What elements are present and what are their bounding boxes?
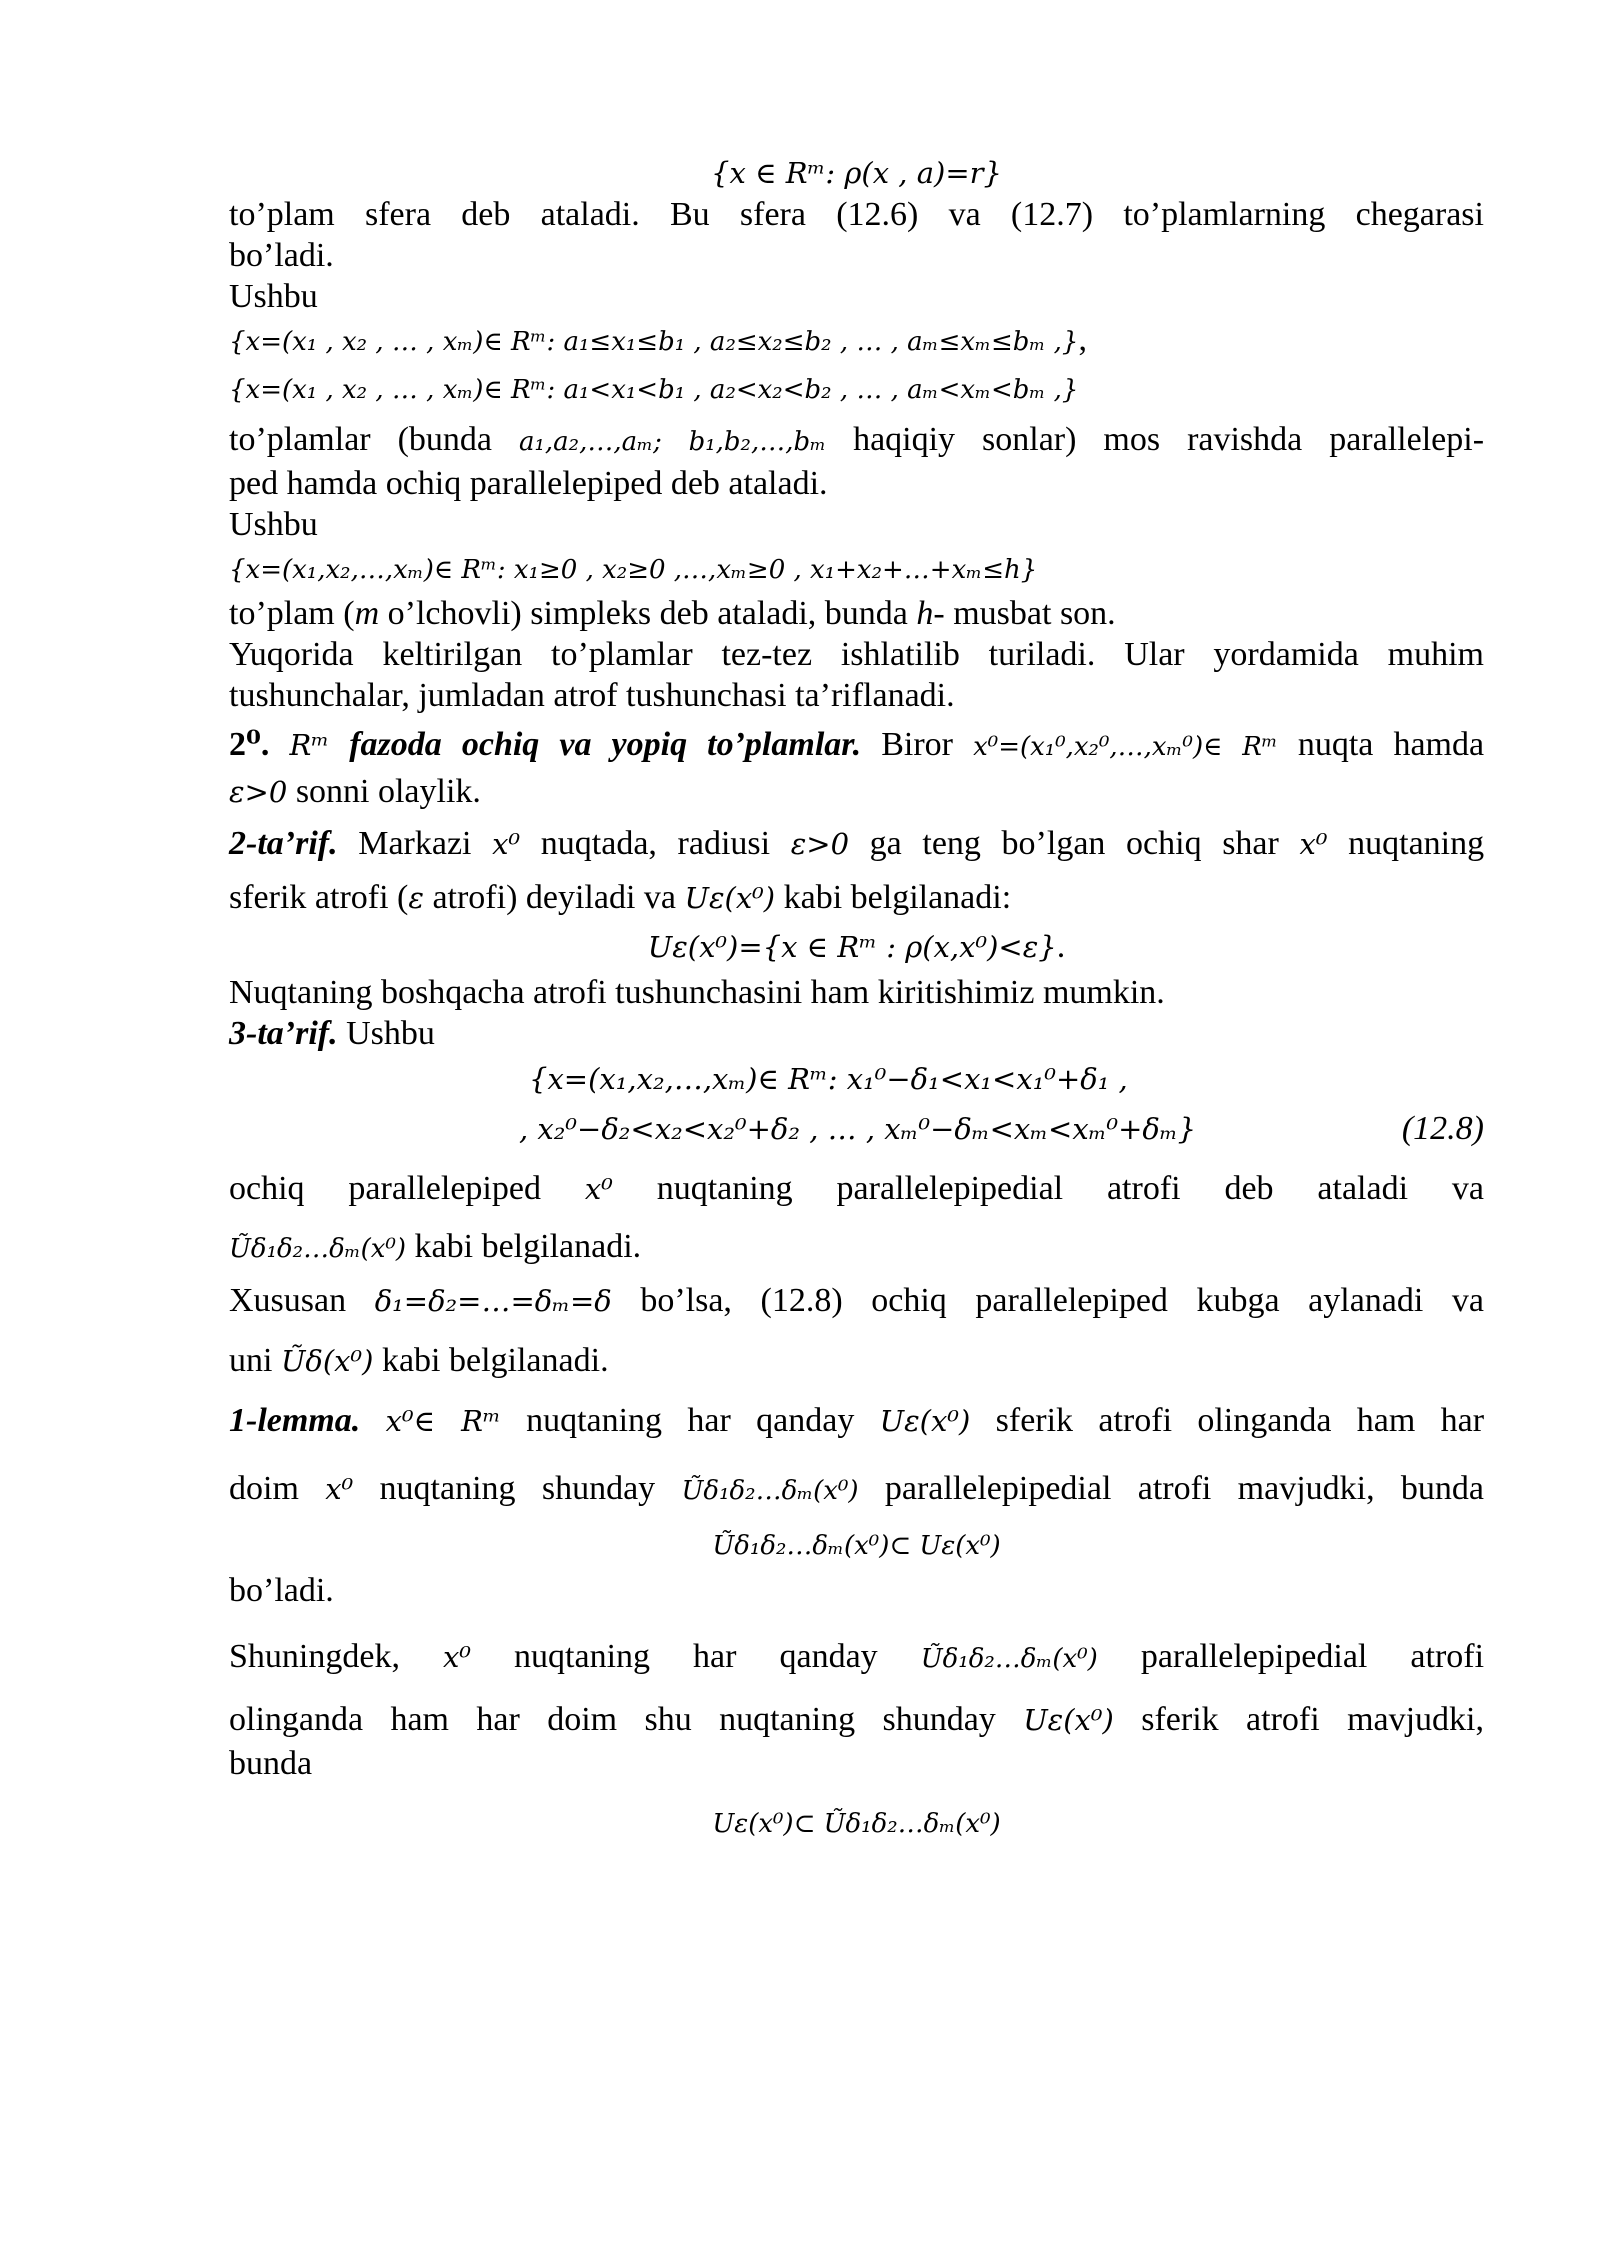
- paragraph-line: [229, 1224, 1484, 1272]
- formula-parallelepiped-closed: [229, 317, 1484, 365]
- text-span: Ushbu: [346, 1015, 435, 1052]
- paragraph-line: [229, 235, 1484, 276]
- formula-text: {x=(x₁,x₂,…,xₘ)∈ Rᵐ: x₁⁰−δ₁<x₁<x₁⁰+δ₁ ,: [529, 1062, 1128, 1096]
- paragraph-cube: [229, 1278, 1484, 1324]
- inline-math: δ₁=δ₂=…=δₘ=δ: [374, 1284, 612, 1318]
- text-line: bo’ladi.: [229, 1572, 334, 1609]
- text-span: o’lchovli) simpleks deb ataladi, bunda: [379, 595, 917, 632]
- section-title: fazoda ochiq va yopiq to’plamlar.: [349, 726, 862, 763]
- paragraph-ushbu: [229, 276, 1484, 317]
- text-line: Nuqtaning boshqacha atrofi tushunchasini ham kiritishimiz mumkin.: [229, 974, 1165, 1011]
- definition-label: 2-ta’rif.: [229, 825, 338, 862]
- formula-text: Ũδ₁δ₂…δₘ(x⁰)⊂ Uε(x⁰): [712, 1531, 1001, 1561]
- text-span: Biror: [881, 726, 954, 763]
- inline-math: ε>0: [790, 827, 850, 861]
- text-span: h: [916, 595, 934, 632]
- text-span: m: [354, 595, 380, 632]
- text-span: ga teng bo’lgan ochiq shar: [869, 825, 1279, 862]
- inline-math: x⁰: [584, 1172, 613, 1206]
- text-span: bo’lsa, (12.8) ochiq parallelepiped kubga aylanadi va: [640, 1282, 1484, 1319]
- text-span: nuqtaning shunday: [379, 1470, 656, 1507]
- formula-text: Uε(x⁰)={x ∈ Rᵐ : ρ(x,x⁰)<ε}: [647, 930, 1057, 964]
- formula-text: {x=(x₁ , x₂ , … , xₘ)∈ Rᵐ: a₁≤x₁≤b₁ , a₂≤x₂≤b₂ , … , aₘ≤xₘ≤bₘ ,}: [229, 327, 1079, 357]
- formula-text: {x=(x₁,x₂,…,xₘ)∈ Rᵐ: x₁≥0 , x₂≥0 ,…,xₘ≥0 , x₁+x₂+…+xₘ≤h}: [229, 555, 1038, 585]
- paragraph-line: [229, 675, 1484, 716]
- text-span: olinganda ham har doim shu nuqtaning shunday: [229, 1701, 996, 1738]
- text-span: kabi belgilanadi.: [381, 1342, 609, 1379]
- definition-3: [229, 1013, 1484, 1054]
- text-line: Ushbu: [229, 506, 318, 543]
- paragraph-ushbu-2: [229, 504, 1484, 545]
- paragraph-line: [229, 874, 1484, 922]
- formula-12-8-line2: [229, 1104, 1484, 1154]
- inline-math: x⁰: [492, 827, 521, 861]
- formula-inclusion-1: [229, 1520, 1484, 1570]
- text-span: nuqtaning parallelepipedial atrofi deb ataladi va: [656, 1170, 1484, 1207]
- text-span: Markazi: [358, 825, 472, 862]
- paragraph-parallelepipedial: [229, 1168, 1484, 1210]
- definition-2: [229, 820, 1484, 868]
- text-span: nuqtaning har qanday: [514, 1638, 878, 1675]
- text-span: kabi belgilanadi:: [783, 879, 1012, 916]
- text-span: atrofi) deyiladi va: [423, 879, 676, 916]
- text-span: Shuningdek,: [229, 1638, 400, 1675]
- formula-text: Uε(x⁰)⊂ Ũδ₁δ₂…δₘ(x⁰): [712, 1809, 1001, 1839]
- text-span: sferik atrofi mavjudki,: [1141, 1701, 1485, 1738]
- formula-inclusion-2: [229, 1798, 1484, 1848]
- text-span: nuqta hamda: [1297, 726, 1485, 763]
- formula-sphere-text: {x ∈ Rᵐ: ρ(x , a)=r}: [711, 156, 1002, 190]
- text-span: Xususan: [229, 1282, 347, 1319]
- text-span: haqiqiy sonlar) mos ravishda parallelepi-: [853, 421, 1485, 458]
- inline-math: Uε(x⁰): [684, 881, 776, 915]
- paragraph-line: [229, 1570, 1484, 1611]
- text-span: nuqtaning har qanday: [526, 1402, 855, 1439]
- equation-number: (12.8): [1401, 1110, 1484, 1147]
- text-line: to’plam sfera deb ataladi. Bu sfera (12.6) va (12.7) to’plamlarning chegarasi: [229, 196, 1484, 233]
- formula-ueps: [229, 922, 1484, 972]
- section-heading-2: [229, 722, 1484, 770]
- text-span: nuqtada, radiusi: [540, 825, 771, 862]
- inline-math: Rᵐ: [289, 728, 330, 762]
- paragraph-simplex: [229, 593, 1484, 634]
- paragraph-sphere-def: [229, 194, 1484, 235]
- definition-label: 3-ta’rif.: [229, 1015, 338, 1052]
- text-span: uni: [229, 1342, 273, 1379]
- inline-math: x⁰∈ Rᵐ: [385, 1404, 501, 1438]
- paragraph-line: [229, 770, 1484, 814]
- paragraph-line: [229, 1466, 1484, 1514]
- text-span: - musbat son.: [933, 595, 1116, 632]
- text-span: sferik atrofi (: [229, 879, 409, 916]
- text-span: parallelepipedial atrofi mavjudki, bunda: [884, 1470, 1485, 1507]
- inline-math: ε: [408, 881, 424, 915]
- formula-text: {x=(x₁ , x₂ , … , xₘ)∈ Rᵐ: a₁<x₁<b₁ , a₂<x₂<b₂ , … , aₘ<xₘ<bₘ ,}: [229, 375, 1079, 405]
- formula-parallelepiped-open: [229, 365, 1484, 413]
- text-span: to’plam (: [229, 595, 355, 632]
- text-line: Ushbu: [229, 278, 318, 315]
- formula-simplex: [229, 545, 1484, 593]
- text-line: tushunchalar, jumladan atrof tushunchasi ta’riflanadi.: [229, 677, 955, 714]
- text-span: kabi belgilanadi.: [414, 1228, 642, 1265]
- formula-text: , x₂⁰−δ₂<x₂<x₂⁰+δ₂ , … , xₘ⁰−δₘ<xₘ<xₘ⁰+δₘ}: [519, 1112, 1197, 1146]
- text-span: ochiq parallelepiped: [229, 1170, 541, 1207]
- inline-math: Ũδ₁δ₂…δₘ(x⁰): [681, 1476, 859, 1506]
- text-line: Yuqorida keltirilgan to’plamlar tez-tez ishlatilib turiladi. Ular yordamida muhim: [229, 636, 1484, 673]
- text-span: doim: [229, 1470, 299, 1507]
- text-line: bo’ladi.: [229, 237, 334, 274]
- inline-math: x⁰=(x₁⁰,x₂⁰,…,xₘ⁰)∈ Rᵐ: [973, 732, 1278, 762]
- formula-sphere: [229, 152, 1484, 194]
- text-span: to’plamlar (bunda: [229, 421, 492, 458]
- formula-dot: .: [1056, 928, 1066, 965]
- formula-comma: ,: [1078, 321, 1087, 358]
- text-span: sferik atrofi olinganda ham har: [995, 1402, 1485, 1439]
- lemma-1: [229, 1398, 1484, 1444]
- page-content: [229, 152, 1484, 1848]
- text-line: ped hamda ochiq parallelepiped deb ataladi.: [229, 465, 828, 502]
- text-span: nuqtaning: [1348, 825, 1485, 862]
- formula-12-8-line1: [229, 1054, 1484, 1104]
- inline-math: Ũδ₁δ₂…δₘ(x⁰): [920, 1644, 1098, 1674]
- text-span: sonni olaylik.: [295, 773, 481, 810]
- inline-math: x⁰: [325, 1472, 354, 1506]
- paragraph-intro: [229, 634, 1484, 675]
- paragraph-line: [229, 463, 1484, 504]
- text-line: bunda: [229, 1745, 313, 1782]
- paragraph-parallelepiped: [229, 419, 1484, 463]
- inline-math: Ũδ(x⁰): [280, 1344, 374, 1378]
- paragraph-line: [229, 1338, 1484, 1384]
- inline-math: Uε(x⁰): [879, 1404, 971, 1438]
- paragraph-converse: [229, 1633, 1484, 1683]
- lemma-label: 1-lemma.: [229, 1402, 361, 1439]
- paragraph-line: [229, 1743, 1484, 1784]
- inline-math: x⁰: [1299, 827, 1328, 861]
- section-number: 2⁰.: [229, 726, 270, 763]
- inline-math: ε>0: [229, 775, 288, 809]
- inline-math: x⁰: [443, 1640, 471, 1674]
- paragraph-other-neighborhood: [229, 972, 1484, 1013]
- inline-math: a₁,a₂,…,aₘ; b₁,b₂,…,bₘ: [518, 427, 827, 457]
- inline-math: Uε(x⁰): [1023, 1703, 1114, 1737]
- paragraph-line: [229, 1697, 1484, 1743]
- text-span: parallelepipedial atrofi: [1140, 1638, 1485, 1675]
- inline-math: Ũδ₁δ₂…δₘ(x⁰): [229, 1234, 407, 1264]
